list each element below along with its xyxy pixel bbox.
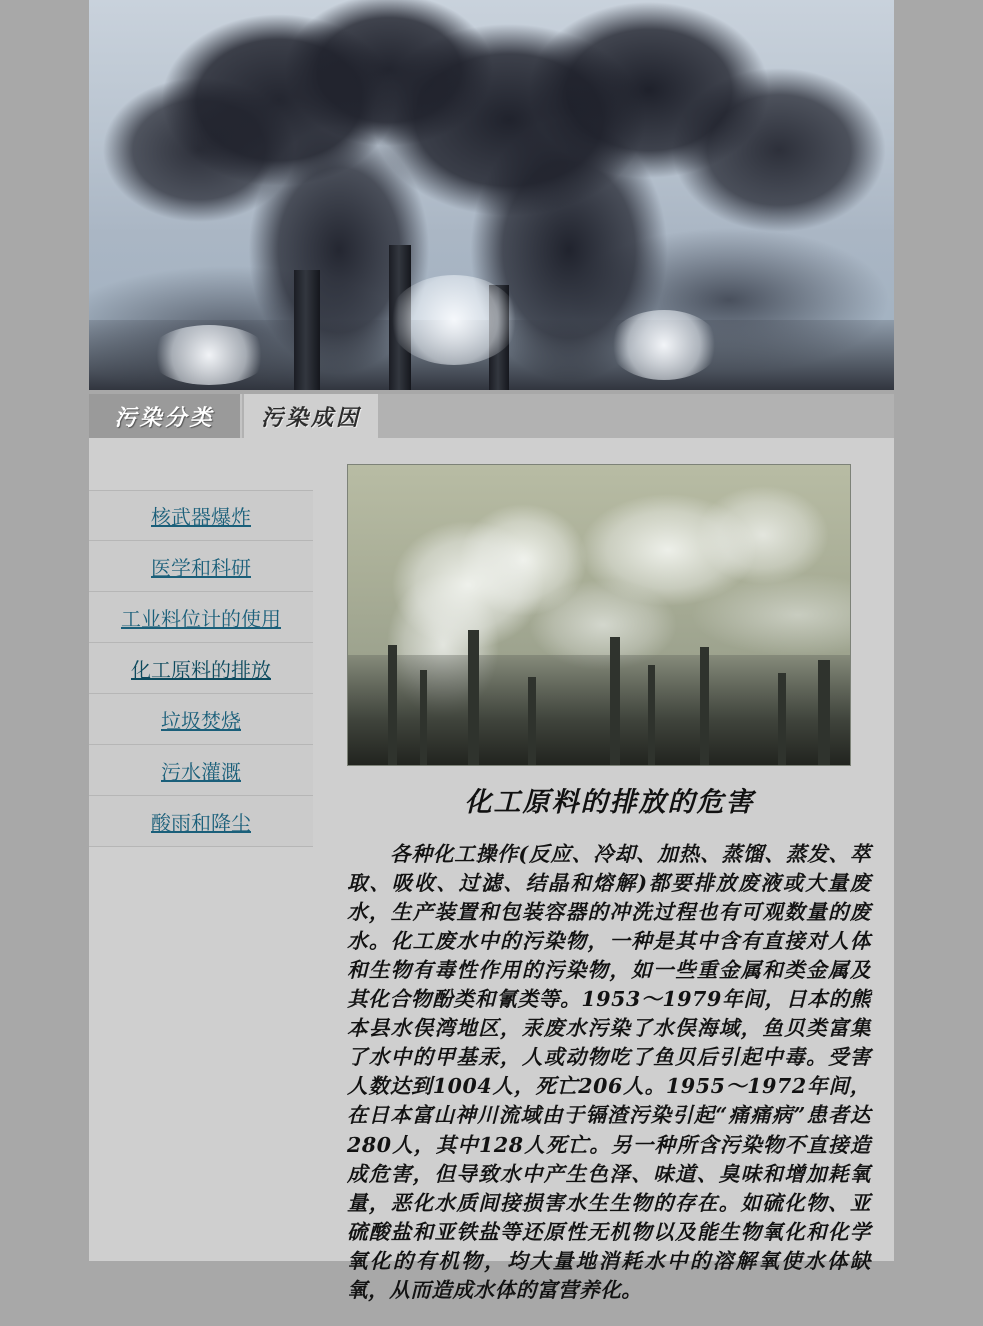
hero-smokestack xyxy=(294,270,320,390)
tab-pollution-causes[interactable] xyxy=(244,394,378,438)
sidebar-item-nuclear-explosion[interactable] xyxy=(89,490,313,541)
sidebar-item-label[interactable]: 医学和科研 xyxy=(151,557,251,580)
hero-banner-image xyxy=(89,0,894,390)
photo-chimney xyxy=(648,665,655,765)
photo-chimney xyxy=(528,677,536,765)
photo-chimney xyxy=(778,673,786,765)
sidebar-item-waste-incineration[interactable] xyxy=(89,694,313,745)
article-photo-chemical-plant xyxy=(347,464,851,766)
sidebar-item-sewage-irrigation[interactable] xyxy=(89,745,313,796)
article xyxy=(347,464,872,1326)
content-panel xyxy=(89,438,894,1303)
sidebar-item-label[interactable]: 污水灌溉 xyxy=(161,761,241,784)
photo-chimney xyxy=(468,630,479,765)
sidebar-item-label[interactable]: 工业料位计的使用 xyxy=(121,608,281,631)
sidebar-item-label[interactable]: 垃圾焚烧 xyxy=(161,710,241,733)
sidebar-item-acid-rain-dustfall[interactable] xyxy=(89,796,313,847)
sidebar-item-label[interactable]: 核武器爆炸 xyxy=(151,507,251,529)
sidebar-item-medicine-research[interactable] xyxy=(89,541,313,592)
tab-label: 污染分类 xyxy=(114,404,215,431)
tab-bar xyxy=(89,394,894,438)
sidebar-item-label[interactable]: 酸雨和降尘 xyxy=(151,812,251,835)
tab-label: 污染成因 xyxy=(260,404,361,431)
sidebar-item-chemical-discharge[interactable] xyxy=(89,643,313,694)
hero-white-steam xyxy=(389,275,519,365)
photo-chimney xyxy=(818,660,830,765)
sidebar-item-industrial-level-gauges[interactable] xyxy=(89,592,313,643)
photo-chimney xyxy=(420,670,427,765)
photo-chimney xyxy=(610,637,620,765)
photo-chimney xyxy=(388,645,397,765)
hero-white-steam xyxy=(149,325,269,385)
article-body-text: 各种化工操作(反应、冷却、加热、蒸馏、蒸发、萃取、吸收、过滤、结晶和熔解)都要排放废液或大量废水，生产装置和包装容器的冲洗过程也有可观数量的废水。化工废水中的污染物，一种是其中含有直接对人体和生物有毒性作用的污染物，如一些重金属和类金属及其化合物酚类和氰类等。1953～1979年间，日本的熊本县水俣湾地区，汞废水污染了水俣海域，鱼贝类富集了水中的甲基汞，人或动物吃了鱼贝后引起中毒。受害人数达到1004人，死亡206人。1955～1972年间，在日本富山神川流域由于镉渣污染引起“痛痛病”患者达280人，其中128人死亡。另一种所含污染物不直接造成危害，但导致水中产生色泽、味道、臭味和增加耗氧量，恶化水质间接损害水生生物的存在。如硫化物、亚硫酸盐和亚铁盐等还原性无机物以及能生物氧化和化学氧化的有机物，均大量地消耗水中的溶解氧使水体缺氧，从而造成水体的富营养化。 xyxy=(347,841,871,1303)
sidebar-nav xyxy=(89,490,313,847)
article-title: 化工原料的排放的危害 xyxy=(464,787,755,818)
hero-white-steam xyxy=(609,310,719,380)
photo-chimney xyxy=(700,647,709,765)
sidebar-item-label[interactable]: 化工原料的排放 xyxy=(131,659,271,682)
tab-pollution-classification[interactable] xyxy=(89,394,242,438)
